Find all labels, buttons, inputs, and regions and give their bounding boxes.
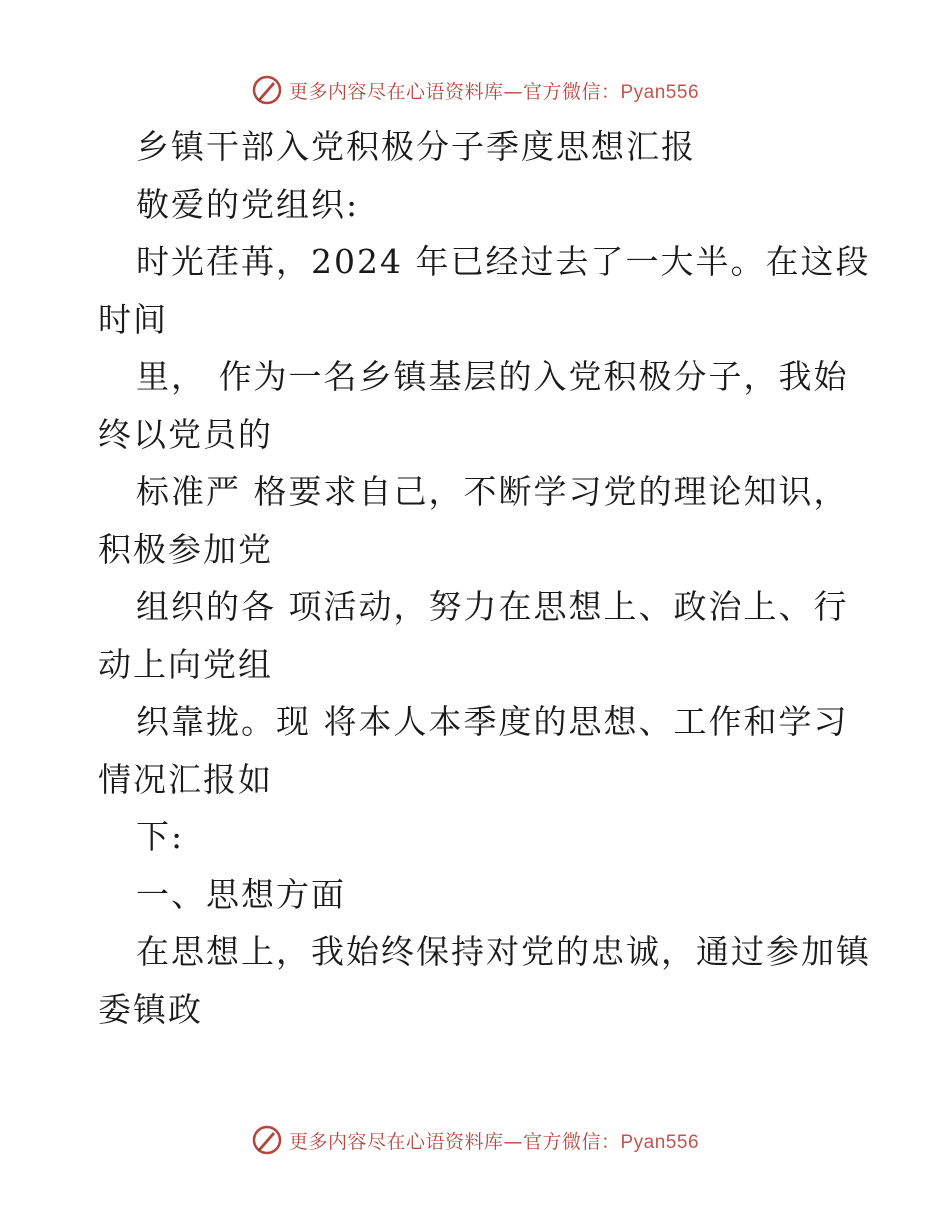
section-heading: 一、思想方面 <box>136 874 346 914</box>
header-banner-text: 更多内容尽在心语资料库—官方微信：Pyan556 <box>288 80 700 103</box>
quill-pen-logo-icon <box>251 1124 283 1156</box>
footer-banner <box>0 1120 950 1160</box>
salutation: 敬爱的党组织: <box>136 184 360 224</box>
paragraph-line: 时光荏苒，2024 年已经过去了一大半。在这段 <box>136 242 871 281</box>
quill-pen-logo-icon <box>251 74 283 106</box>
paragraph-line: 时间 <box>98 299 168 339</box>
paragraph-line: 终以党员的 <box>98 414 273 454</box>
document-body <box>98 118 871 1038</box>
header-banner <box>0 70 950 110</box>
paragraph-line: 委镇政 <box>98 989 203 1029</box>
header-banner-handle: Pyan556 <box>620 81 700 103</box>
document-title: 乡镇干部入党积极分子季度思想汇报 <box>136 127 696 166</box>
paragraph-line: 情况汇报如 <box>98 759 273 799</box>
paragraph-line: 里， 作为一名乡镇基层的入党积极分子，我始 <box>136 357 849 396</box>
paragraph-line: 积极参加党 <box>98 529 273 569</box>
paragraph-line: 组织的各 项活动，努力在思想上、政治上、行 <box>136 587 849 626</box>
paragraph-line: 下: <box>136 817 185 856</box>
footer-banner-text: 更多内容尽在心语资料库—官方微信：Pyan556 <box>288 1130 700 1153</box>
footer-banner-handle: Pyan556 <box>620 1131 700 1153</box>
paragraph-line: 动上向党组 <box>98 644 273 684</box>
paragraph-line: 标准严 格要求自己，不断学习党的理论知识， <box>136 472 849 511</box>
paragraph-line: 织靠拢。现 将本人本季度的思想、工作和学习 <box>136 702 849 741</box>
paragraph-line: 在思想上，我始终保持对党的忠诚，通过参加镇 <box>136 932 871 971</box>
